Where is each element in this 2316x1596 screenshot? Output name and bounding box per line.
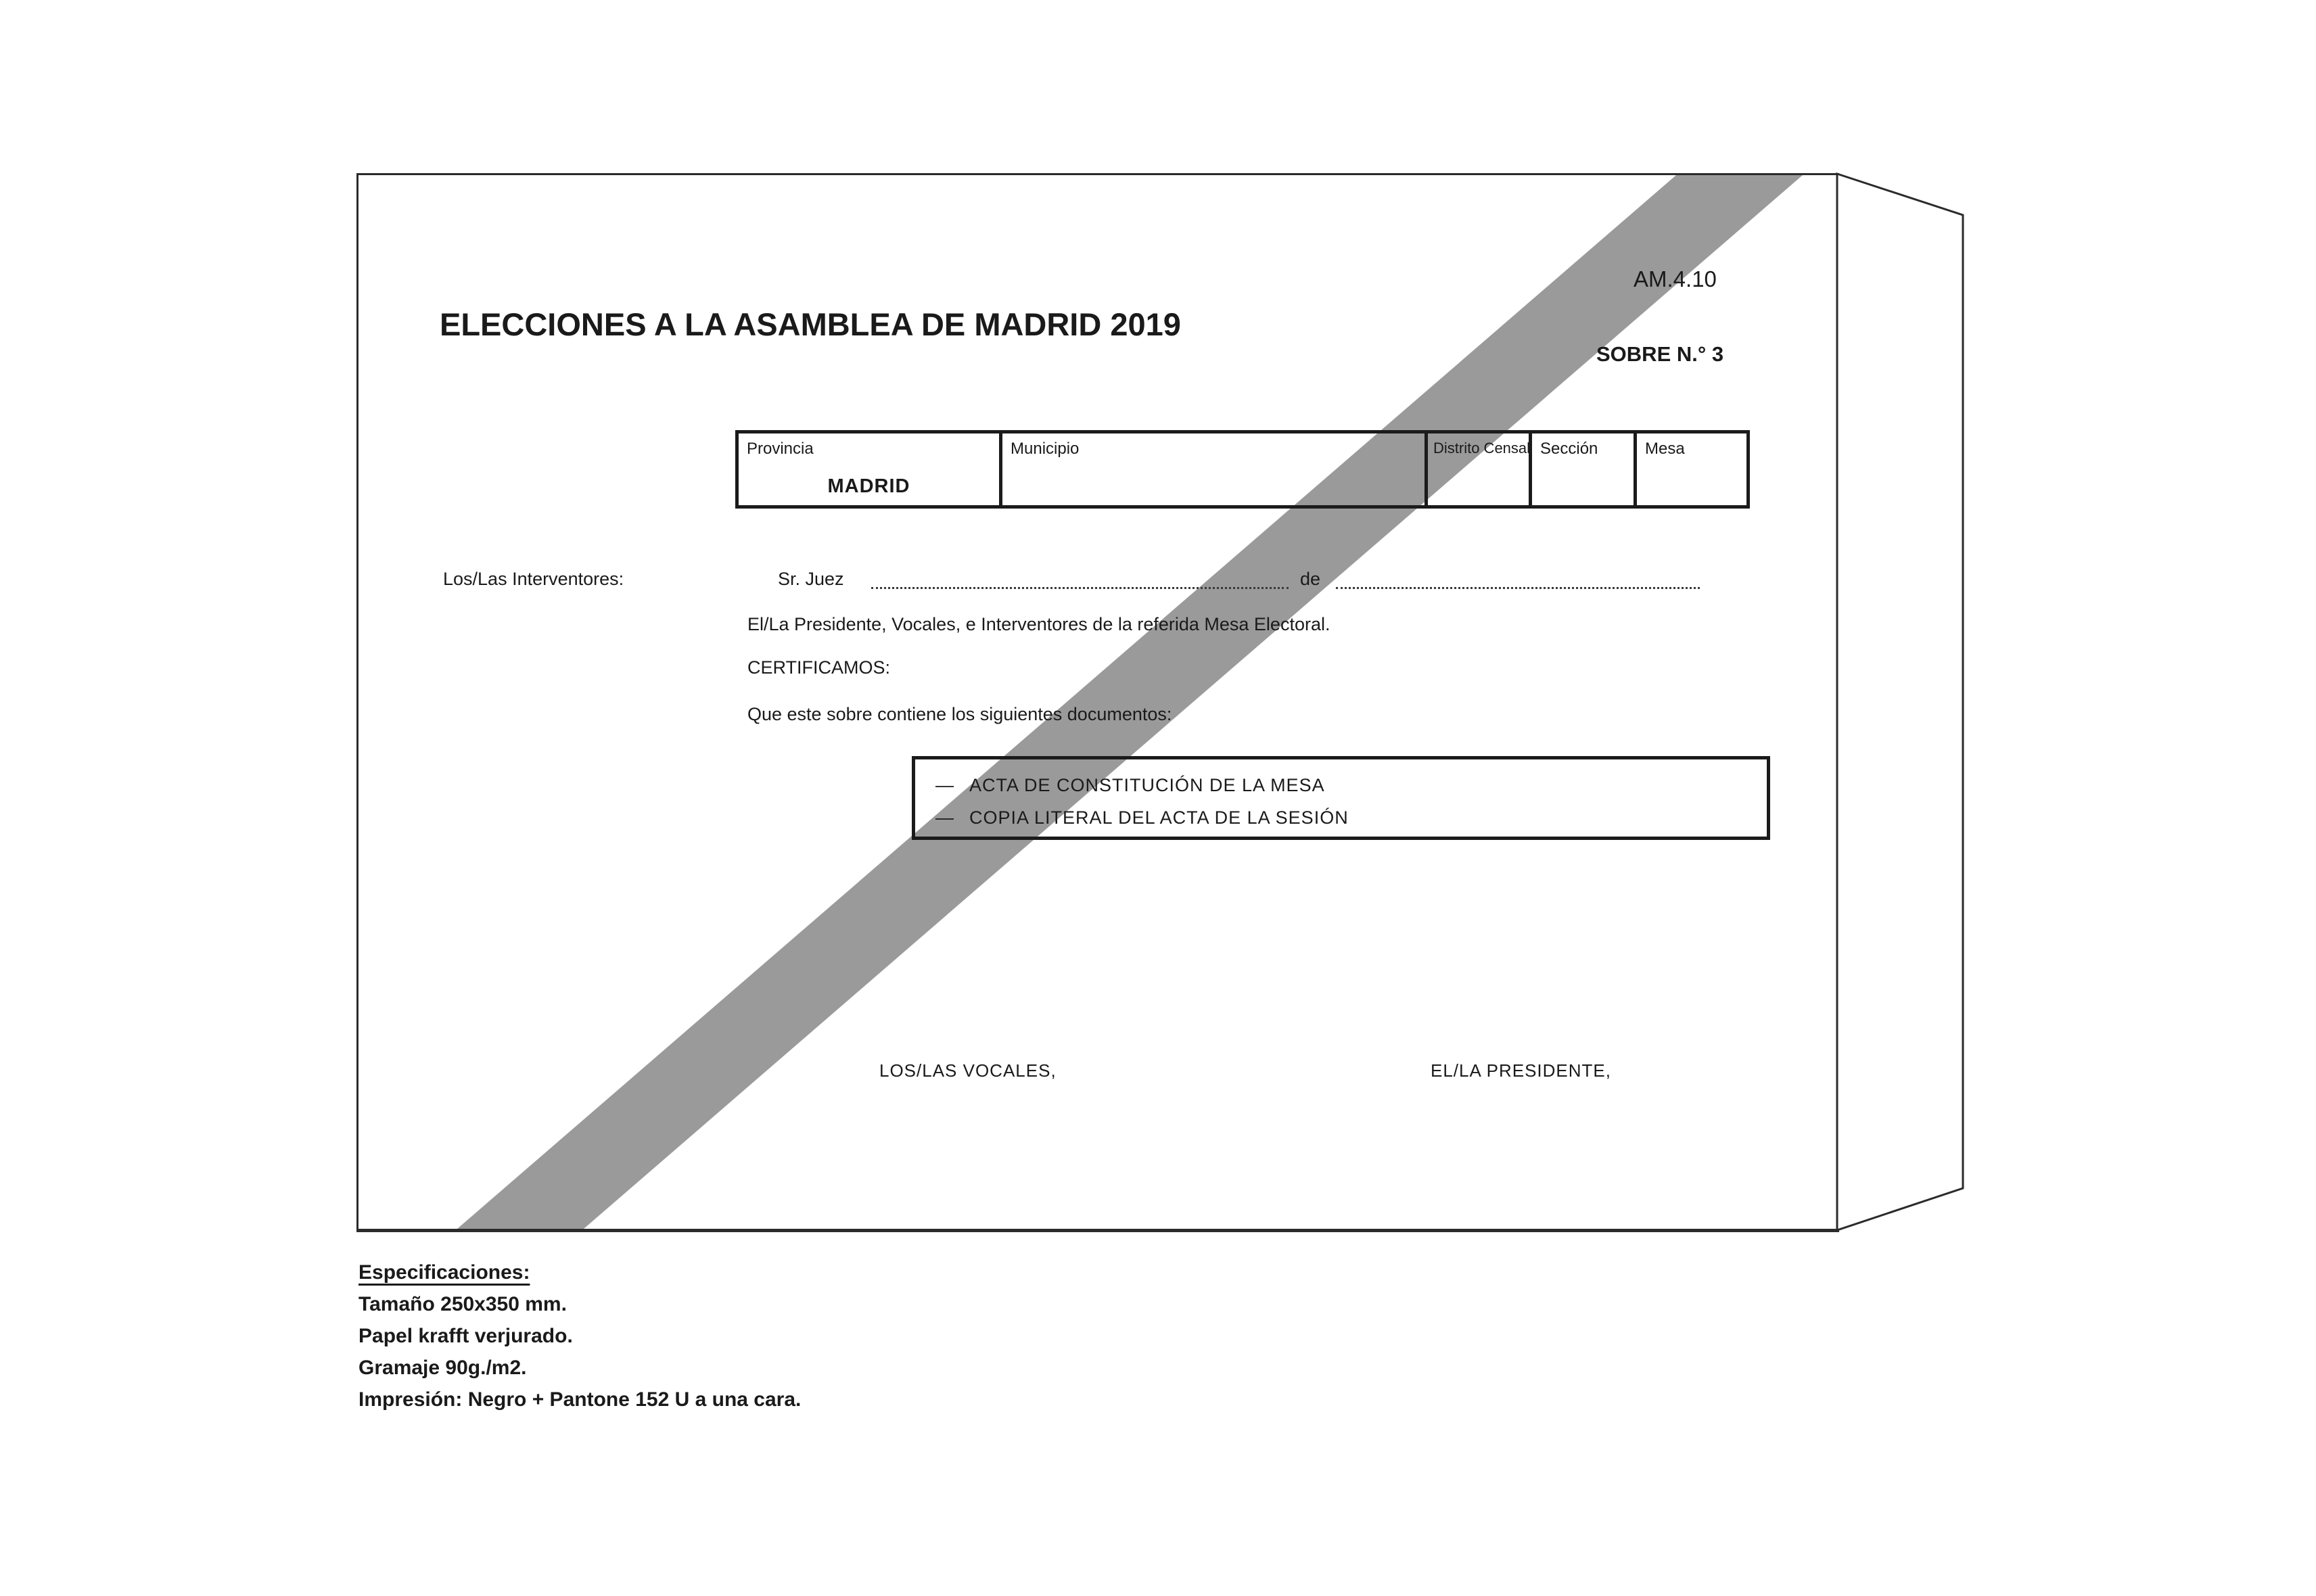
seccion-header: Sección <box>1540 440 1598 458</box>
document-item-label: COPIA LITERAL DEL ACTA DE LA SESIÓN <box>969 807 1349 828</box>
form-code: AM.4.10 <box>1634 266 1717 291</box>
mesa-header: Mesa <box>1645 440 1685 458</box>
sr-juez-label: Sr. Juez <box>778 569 844 589</box>
specifications-block <box>358 1257 801 1415</box>
distrito-censal-header: Distrito Censal <box>1433 440 1531 456</box>
spec-weight: Gramaje 90g./m2. <box>358 1357 527 1379</box>
table-cell-provincia <box>739 433 999 505</box>
juez-name-blank-line <box>871 587 1289 589</box>
de-label: de <box>1300 569 1321 589</box>
provincia-header: Provincia <box>747 440 814 458</box>
document-item-copia-literal <box>935 801 1767 834</box>
documents-box <box>912 756 1770 840</box>
document-item-acta-constitucion <box>935 769 1767 801</box>
page-title: ELECCIONES A LA ASAMBLEA DE MADRID 2019 <box>440 306 1181 342</box>
place-blank-line <box>1336 587 1700 589</box>
certificamos-label: CERTIFICAMOS: <box>747 657 891 678</box>
table-cell-distrito-censal <box>1425 433 1529 505</box>
interventores-label: Los/Las Interventores: <box>443 569 624 589</box>
envelope-side-flap <box>1826 162 1982 1244</box>
specs-heading: Especificaciones: <box>358 1261 530 1284</box>
dash-bullet: — <box>935 807 954 828</box>
certify-intro-line: El/La Presidente, Vocales, e Interventores de la referida Mesa Electoral. <box>747 614 1330 634</box>
location-table <box>735 430 1750 509</box>
table-cell-mesa <box>1634 433 1733 505</box>
document-item-label: ACTA DE CONSTITUCIÓN DE LA MESA <box>969 775 1325 795</box>
dash-bullet: — <box>935 775 954 795</box>
signature-vocales: LOS/LAS VOCALES, <box>879 1060 1057 1081</box>
contents-intro-line: Que este sobre contiene los siguientes documentos: <box>747 704 1172 724</box>
table-cell-seccion <box>1529 433 1634 505</box>
spec-size: Tamaño 250x350 mm. <box>358 1293 567 1315</box>
municipio-header: Municipio <box>1011 440 1080 458</box>
signature-presidente: EL/LA PRESIDENTE, <box>1431 1060 1611 1081</box>
spec-printing: Impresión: Negro + Pantone 152 U a una cara. <box>358 1388 802 1411</box>
spec-paper: Papel krafft verjurado. <box>358 1325 573 1347</box>
table-cell-municipio <box>999 433 1425 505</box>
provincia-value: MADRID <box>827 475 910 497</box>
envelope-number: SOBRE N.° 3 <box>1596 342 1724 366</box>
